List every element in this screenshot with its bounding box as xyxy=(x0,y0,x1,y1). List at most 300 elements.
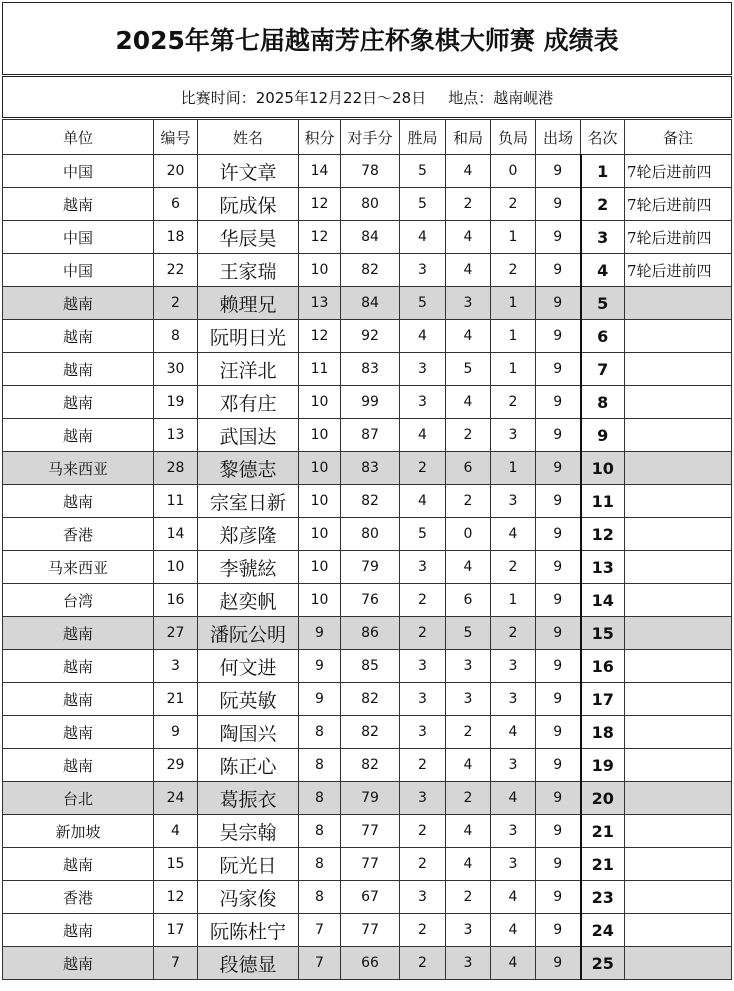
cell-rank: 3 xyxy=(581,221,625,254)
cell-draws: 3 xyxy=(446,683,491,716)
cell-points: 10 xyxy=(299,551,341,584)
cell-player-name: 许文章 xyxy=(198,155,299,188)
cell-rank: 6 xyxy=(581,320,625,353)
cell-number: 11 xyxy=(154,485,198,518)
cell-points: 14 xyxy=(299,155,341,188)
cell-rank: 1 xyxy=(581,155,625,188)
cell-wins: 5 xyxy=(400,518,446,551)
cell-unit: 越南 xyxy=(3,188,154,221)
cell-draws: 2 xyxy=(446,485,491,518)
cell-player-name: 宗室日新 xyxy=(198,485,299,518)
cell-opponent-points: 77 xyxy=(341,914,400,947)
col-header-rank: 名次 xyxy=(581,120,625,155)
cell-number: 28 xyxy=(154,452,198,485)
cell-player-name: 何文进 xyxy=(198,650,299,683)
table-row xyxy=(3,419,732,452)
cell-draws: 4 xyxy=(446,551,491,584)
table-row xyxy=(3,485,732,518)
cell-rank: 2 xyxy=(581,188,625,221)
cell-losses: 2 xyxy=(491,551,536,584)
cell-wins: 5 xyxy=(400,287,446,320)
cell-opponent-points: 79 xyxy=(341,782,400,815)
cell-note: 7轮后进前四 xyxy=(625,221,732,254)
cell-losses: 1 xyxy=(491,353,536,386)
cell-unit: 马来西亚 xyxy=(3,551,154,584)
col-header-wins: 胜局 xyxy=(400,120,446,155)
cell-points: 7 xyxy=(299,914,341,947)
cell-rank: 4 xyxy=(581,254,625,287)
cell-unit: 中国 xyxy=(3,254,154,287)
cell-draws: 2 xyxy=(446,782,491,815)
cell-opponent-points: 84 xyxy=(341,287,400,320)
cell-number: 12 xyxy=(154,881,198,914)
cell-played: 9 xyxy=(536,584,581,617)
cell-losses: 1 xyxy=(491,452,536,485)
cell-wins: 2 xyxy=(400,749,446,782)
cell-unit: 越南 xyxy=(3,650,154,683)
cell-draws: 4 xyxy=(446,749,491,782)
cell-note xyxy=(625,947,732,980)
results-table xyxy=(2,119,732,980)
cell-note xyxy=(625,320,732,353)
cell-note: 7轮后进前四 xyxy=(625,155,732,188)
cell-number: 29 xyxy=(154,749,198,782)
cell-losses: 4 xyxy=(491,782,536,815)
cell-note xyxy=(625,518,732,551)
event-info xyxy=(2,76,732,118)
cell-losses: 1 xyxy=(491,584,536,617)
cell-losses: 3 xyxy=(491,749,536,782)
cell-number: 16 xyxy=(154,584,198,617)
cell-wins: 2 xyxy=(400,617,446,650)
cell-points: 8 xyxy=(299,749,341,782)
cell-played: 9 xyxy=(536,947,581,980)
cell-losses: 4 xyxy=(491,518,536,551)
cell-draws: 2 xyxy=(446,881,491,914)
cell-rank: 14 xyxy=(581,584,625,617)
cell-rank: 23 xyxy=(581,881,625,914)
cell-rank: 25 xyxy=(581,947,625,980)
cell-player-name: 段德显 xyxy=(198,947,299,980)
cell-rank: 12 xyxy=(581,518,625,551)
cell-played: 9 xyxy=(536,386,581,419)
cell-player-name: 武国达 xyxy=(198,419,299,452)
cell-player-name: 郑彦隆 xyxy=(198,518,299,551)
cell-points: 11 xyxy=(299,353,341,386)
cell-losses: 2 xyxy=(491,386,536,419)
cell-played: 9 xyxy=(536,452,581,485)
cell-losses: 2 xyxy=(491,254,536,287)
cell-number: 27 xyxy=(154,617,198,650)
cell-player-name: 赵奕帆 xyxy=(198,584,299,617)
cell-points: 13 xyxy=(299,287,341,320)
table-row xyxy=(3,947,732,980)
table-row xyxy=(3,848,732,881)
table-row xyxy=(3,782,732,815)
cell-player-name: 吴宗翰 xyxy=(198,815,299,848)
cell-draws: 4 xyxy=(446,221,491,254)
col-header-unit: 单位 xyxy=(3,120,154,155)
page-title: 2025年第七届越南芳庄杯象棋大师赛 成绩表 xyxy=(2,2,732,75)
cell-wins: 3 xyxy=(400,683,446,716)
cell-number: 15 xyxy=(154,848,198,881)
cell-wins: 3 xyxy=(400,716,446,749)
cell-losses: 4 xyxy=(491,947,536,980)
header-row xyxy=(3,120,732,155)
cell-rank: 5 xyxy=(581,287,625,320)
cell-played: 9 xyxy=(536,254,581,287)
cell-losses: 3 xyxy=(491,419,536,452)
cell-player-name: 华辰昊 xyxy=(198,221,299,254)
cell-note xyxy=(625,419,732,452)
cell-played: 9 xyxy=(536,782,581,815)
cell-draws: 3 xyxy=(446,650,491,683)
cell-unit: 越南 xyxy=(3,287,154,320)
cell-number: 19 xyxy=(154,386,198,419)
cell-played: 9 xyxy=(536,749,581,782)
cell-rank: 21 xyxy=(581,848,625,881)
cell-note xyxy=(625,287,732,320)
cell-number: 3 xyxy=(154,650,198,683)
cell-opponent-points: 82 xyxy=(341,485,400,518)
cell-wins: 3 xyxy=(400,881,446,914)
cell-number: 6 xyxy=(154,188,198,221)
table-row xyxy=(3,221,732,254)
table-row xyxy=(3,386,732,419)
cell-wins: 2 xyxy=(400,815,446,848)
cell-player-name: 葛振衣 xyxy=(198,782,299,815)
cell-losses: 1 xyxy=(491,221,536,254)
table-row xyxy=(3,254,732,287)
cell-rank: 15 xyxy=(581,617,625,650)
cell-losses: 3 xyxy=(491,815,536,848)
cell-player-name: 黎德志 xyxy=(198,452,299,485)
cell-unit: 香港 xyxy=(3,881,154,914)
cell-losses: 3 xyxy=(491,650,536,683)
cell-unit: 越南 xyxy=(3,749,154,782)
cell-opponent-points: 79 xyxy=(341,551,400,584)
cell-opponent-points: 84 xyxy=(341,221,400,254)
cell-draws: 6 xyxy=(446,452,491,485)
cell-opponent-points: 82 xyxy=(341,749,400,782)
cell-draws: 4 xyxy=(446,848,491,881)
cell-points: 10 xyxy=(299,452,341,485)
cell-wins: 4 xyxy=(400,485,446,518)
cell-points: 12 xyxy=(299,320,341,353)
cell-played: 9 xyxy=(536,188,581,221)
cell-opponent-points: 99 xyxy=(341,386,400,419)
table-row xyxy=(3,188,732,221)
cell-played: 9 xyxy=(536,881,581,914)
cell-losses: 3 xyxy=(491,683,536,716)
cell-points: 9 xyxy=(299,650,341,683)
cell-unit: 中国 xyxy=(3,221,154,254)
cell-points: 12 xyxy=(299,188,341,221)
cell-number: 13 xyxy=(154,419,198,452)
cell-opponent-points: 78 xyxy=(341,155,400,188)
table-row xyxy=(3,155,732,188)
cell-player-name: 邓有庄 xyxy=(198,386,299,419)
col-header-draws: 和局 xyxy=(446,120,491,155)
cell-draws: 3 xyxy=(446,914,491,947)
cell-note: 7轮后进前四 xyxy=(625,188,732,221)
cell-note xyxy=(625,353,732,386)
cell-player-name: 阮成保 xyxy=(198,188,299,221)
cell-losses: 1 xyxy=(491,320,536,353)
cell-wins: 5 xyxy=(400,155,446,188)
cell-opponent-points: 82 xyxy=(341,683,400,716)
cell-rank: 7 xyxy=(581,353,625,386)
cell-wins: 5 xyxy=(400,188,446,221)
cell-losses: 4 xyxy=(491,914,536,947)
cell-unit: 越南 xyxy=(3,683,154,716)
col-header-number: 编号 xyxy=(154,120,198,155)
cell-draws: 2 xyxy=(446,419,491,452)
cell-unit: 越南 xyxy=(3,848,154,881)
cell-draws: 2 xyxy=(446,188,491,221)
cell-played: 9 xyxy=(536,320,581,353)
cell-rank: 8 xyxy=(581,386,625,419)
cell-note xyxy=(625,782,732,815)
cell-unit: 中国 xyxy=(3,155,154,188)
cell-note xyxy=(625,749,732,782)
cell-wins: 2 xyxy=(400,452,446,485)
cell-played: 9 xyxy=(536,650,581,683)
cell-draws: 0 xyxy=(446,518,491,551)
cell-points: 8 xyxy=(299,782,341,815)
cell-wins: 3 xyxy=(400,551,446,584)
cell-opponent-points: 82 xyxy=(341,716,400,749)
cell-rank: 10 xyxy=(581,452,625,485)
cell-opponent-points: 77 xyxy=(341,848,400,881)
cell-opponent-points: 85 xyxy=(341,650,400,683)
cell-played: 9 xyxy=(536,287,581,320)
cell-unit: 台北 xyxy=(3,782,154,815)
cell-wins: 3 xyxy=(400,353,446,386)
cell-number: 10 xyxy=(154,551,198,584)
cell-draws: 6 xyxy=(446,584,491,617)
cell-note xyxy=(625,551,732,584)
cell-opponent-points: 76 xyxy=(341,584,400,617)
cell-unit: 越南 xyxy=(3,716,154,749)
cell-note xyxy=(625,617,732,650)
cell-number: 21 xyxy=(154,683,198,716)
cell-points: 8 xyxy=(299,848,341,881)
cell-unit: 越南 xyxy=(3,947,154,980)
cell-number: 9 xyxy=(154,716,198,749)
table-row xyxy=(3,650,732,683)
cell-player-name: 汪洋北 xyxy=(198,353,299,386)
table-row xyxy=(3,551,732,584)
cell-player-name: 冯家俊 xyxy=(198,881,299,914)
cell-unit: 越南 xyxy=(3,353,154,386)
cell-draws: 5 xyxy=(446,353,491,386)
table-row xyxy=(3,914,732,947)
col-header-points: 积分 xyxy=(299,120,341,155)
cell-opponent-points: 83 xyxy=(341,452,400,485)
cell-losses: 4 xyxy=(491,881,536,914)
cell-losses: 3 xyxy=(491,848,536,881)
cell-draws: 4 xyxy=(446,320,491,353)
cell-draws: 3 xyxy=(446,947,491,980)
cell-unit: 越南 xyxy=(3,386,154,419)
cell-unit: 越南 xyxy=(3,617,154,650)
cell-rank: 24 xyxy=(581,914,625,947)
cell-note xyxy=(625,683,732,716)
cell-note xyxy=(625,914,732,947)
cell-wins: 3 xyxy=(400,386,446,419)
cell-points: 7 xyxy=(299,947,341,980)
cell-unit: 新加坡 xyxy=(3,815,154,848)
cell-losses: 4 xyxy=(491,716,536,749)
cell-points: 10 xyxy=(299,419,341,452)
cell-number: 24 xyxy=(154,782,198,815)
cell-played: 9 xyxy=(536,485,581,518)
cell-losses: 2 xyxy=(491,617,536,650)
cell-rank: 17 xyxy=(581,683,625,716)
cell-played: 9 xyxy=(536,155,581,188)
cell-note xyxy=(625,650,732,683)
cell-played: 9 xyxy=(536,914,581,947)
cell-number: 17 xyxy=(154,914,198,947)
cell-opponent-points: 67 xyxy=(341,881,400,914)
table-row xyxy=(3,881,732,914)
cell-number: 20 xyxy=(154,155,198,188)
cell-played: 9 xyxy=(536,683,581,716)
cell-played: 9 xyxy=(536,419,581,452)
cell-losses: 0 xyxy=(491,155,536,188)
cell-played: 9 xyxy=(536,221,581,254)
cell-opponent-points: 77 xyxy=(341,815,400,848)
cell-player-name: 陈正心 xyxy=(198,749,299,782)
table-row xyxy=(3,749,732,782)
cell-rank: 18 xyxy=(581,716,625,749)
cell-played: 9 xyxy=(536,518,581,551)
cell-wins: 2 xyxy=(400,584,446,617)
col-header-losses: 负局 xyxy=(491,120,536,155)
event-place: 地点：越南岘港 xyxy=(448,88,554,107)
cell-points: 8 xyxy=(299,881,341,914)
cell-opponent-points: 92 xyxy=(341,320,400,353)
cell-wins: 4 xyxy=(400,221,446,254)
cell-wins: 2 xyxy=(400,848,446,881)
cell-opponent-points: 80 xyxy=(341,518,400,551)
cell-points: 8 xyxy=(299,815,341,848)
col-header-opponent-points: 对手分 xyxy=(341,120,400,155)
cell-rank: 9 xyxy=(581,419,625,452)
cell-wins: 4 xyxy=(400,419,446,452)
cell-draws: 5 xyxy=(446,617,491,650)
cell-draws: 4 xyxy=(446,386,491,419)
results-body xyxy=(3,155,732,980)
cell-played: 9 xyxy=(536,815,581,848)
cell-losses: 1 xyxy=(491,287,536,320)
cell-points: 10 xyxy=(299,386,341,419)
cell-rank: 16 xyxy=(581,650,625,683)
cell-opponent-points: 80 xyxy=(341,188,400,221)
table-row xyxy=(3,320,732,353)
cell-draws: 2 xyxy=(446,716,491,749)
cell-points: 9 xyxy=(299,617,341,650)
cell-player-name: 阮英敏 xyxy=(198,683,299,716)
cell-opponent-points: 82 xyxy=(341,254,400,287)
cell-number: 14 xyxy=(154,518,198,551)
cell-wins: 4 xyxy=(400,320,446,353)
table-row xyxy=(3,716,732,749)
cell-points: 10 xyxy=(299,518,341,551)
cell-played: 9 xyxy=(536,551,581,584)
cell-wins: 2 xyxy=(400,914,446,947)
cell-rank: 19 xyxy=(581,749,625,782)
cell-played: 9 xyxy=(536,716,581,749)
cell-played: 9 xyxy=(536,848,581,881)
cell-opponent-points: 86 xyxy=(341,617,400,650)
table-row xyxy=(3,353,732,386)
cell-note xyxy=(625,584,732,617)
cell-points: 10 xyxy=(299,584,341,617)
cell-rank: 11 xyxy=(581,485,625,518)
table-row xyxy=(3,452,732,485)
cell-note xyxy=(625,881,732,914)
cell-draws: 3 xyxy=(446,287,491,320)
cell-note xyxy=(625,848,732,881)
cell-note xyxy=(625,386,732,419)
cell-note xyxy=(625,485,732,518)
cell-number: 30 xyxy=(154,353,198,386)
cell-draws: 4 xyxy=(446,254,491,287)
cell-note xyxy=(625,815,732,848)
cell-losses: 2 xyxy=(491,188,536,221)
table-row xyxy=(3,287,732,320)
cell-wins: 3 xyxy=(400,254,446,287)
cell-number: 2 xyxy=(154,287,198,320)
cell-unit: 越南 xyxy=(3,914,154,947)
table-row xyxy=(3,683,732,716)
cell-opponent-points: 83 xyxy=(341,353,400,386)
cell-draws: 4 xyxy=(446,155,491,188)
col-header-note: 备注 xyxy=(625,120,732,155)
table-row xyxy=(3,518,732,551)
cell-draws: 4 xyxy=(446,815,491,848)
cell-number: 18 xyxy=(154,221,198,254)
cell-player-name: 阮明日光 xyxy=(198,320,299,353)
cell-number: 8 xyxy=(154,320,198,353)
cell-player-name: 陶国兴 xyxy=(198,716,299,749)
cell-rank: 13 xyxy=(581,551,625,584)
col-header-played: 出场 xyxy=(536,120,581,155)
cell-played: 9 xyxy=(536,353,581,386)
event-time: 比赛时间：2025年12月22日～28日 xyxy=(180,88,427,107)
cell-rank: 20 xyxy=(581,782,625,815)
cell-played: 9 xyxy=(536,617,581,650)
cell-note: 7轮后进前四 xyxy=(625,254,732,287)
cell-rank: 21 xyxy=(581,815,625,848)
cell-number: 7 xyxy=(154,947,198,980)
cell-wins: 3 xyxy=(400,782,446,815)
cell-points: 8 xyxy=(299,716,341,749)
cell-unit: 越南 xyxy=(3,485,154,518)
table-row xyxy=(3,617,732,650)
cell-unit: 台湾 xyxy=(3,584,154,617)
cell-opponent-points: 66 xyxy=(341,947,400,980)
cell-unit: 越南 xyxy=(3,320,154,353)
cell-player-name: 赖理兄 xyxy=(198,287,299,320)
cell-player-name: 李虢絃 xyxy=(198,551,299,584)
cell-points: 12 xyxy=(299,221,341,254)
cell-player-name: 潘阮公明 xyxy=(198,617,299,650)
cell-points: 9 xyxy=(299,683,341,716)
cell-points: 10 xyxy=(299,485,341,518)
